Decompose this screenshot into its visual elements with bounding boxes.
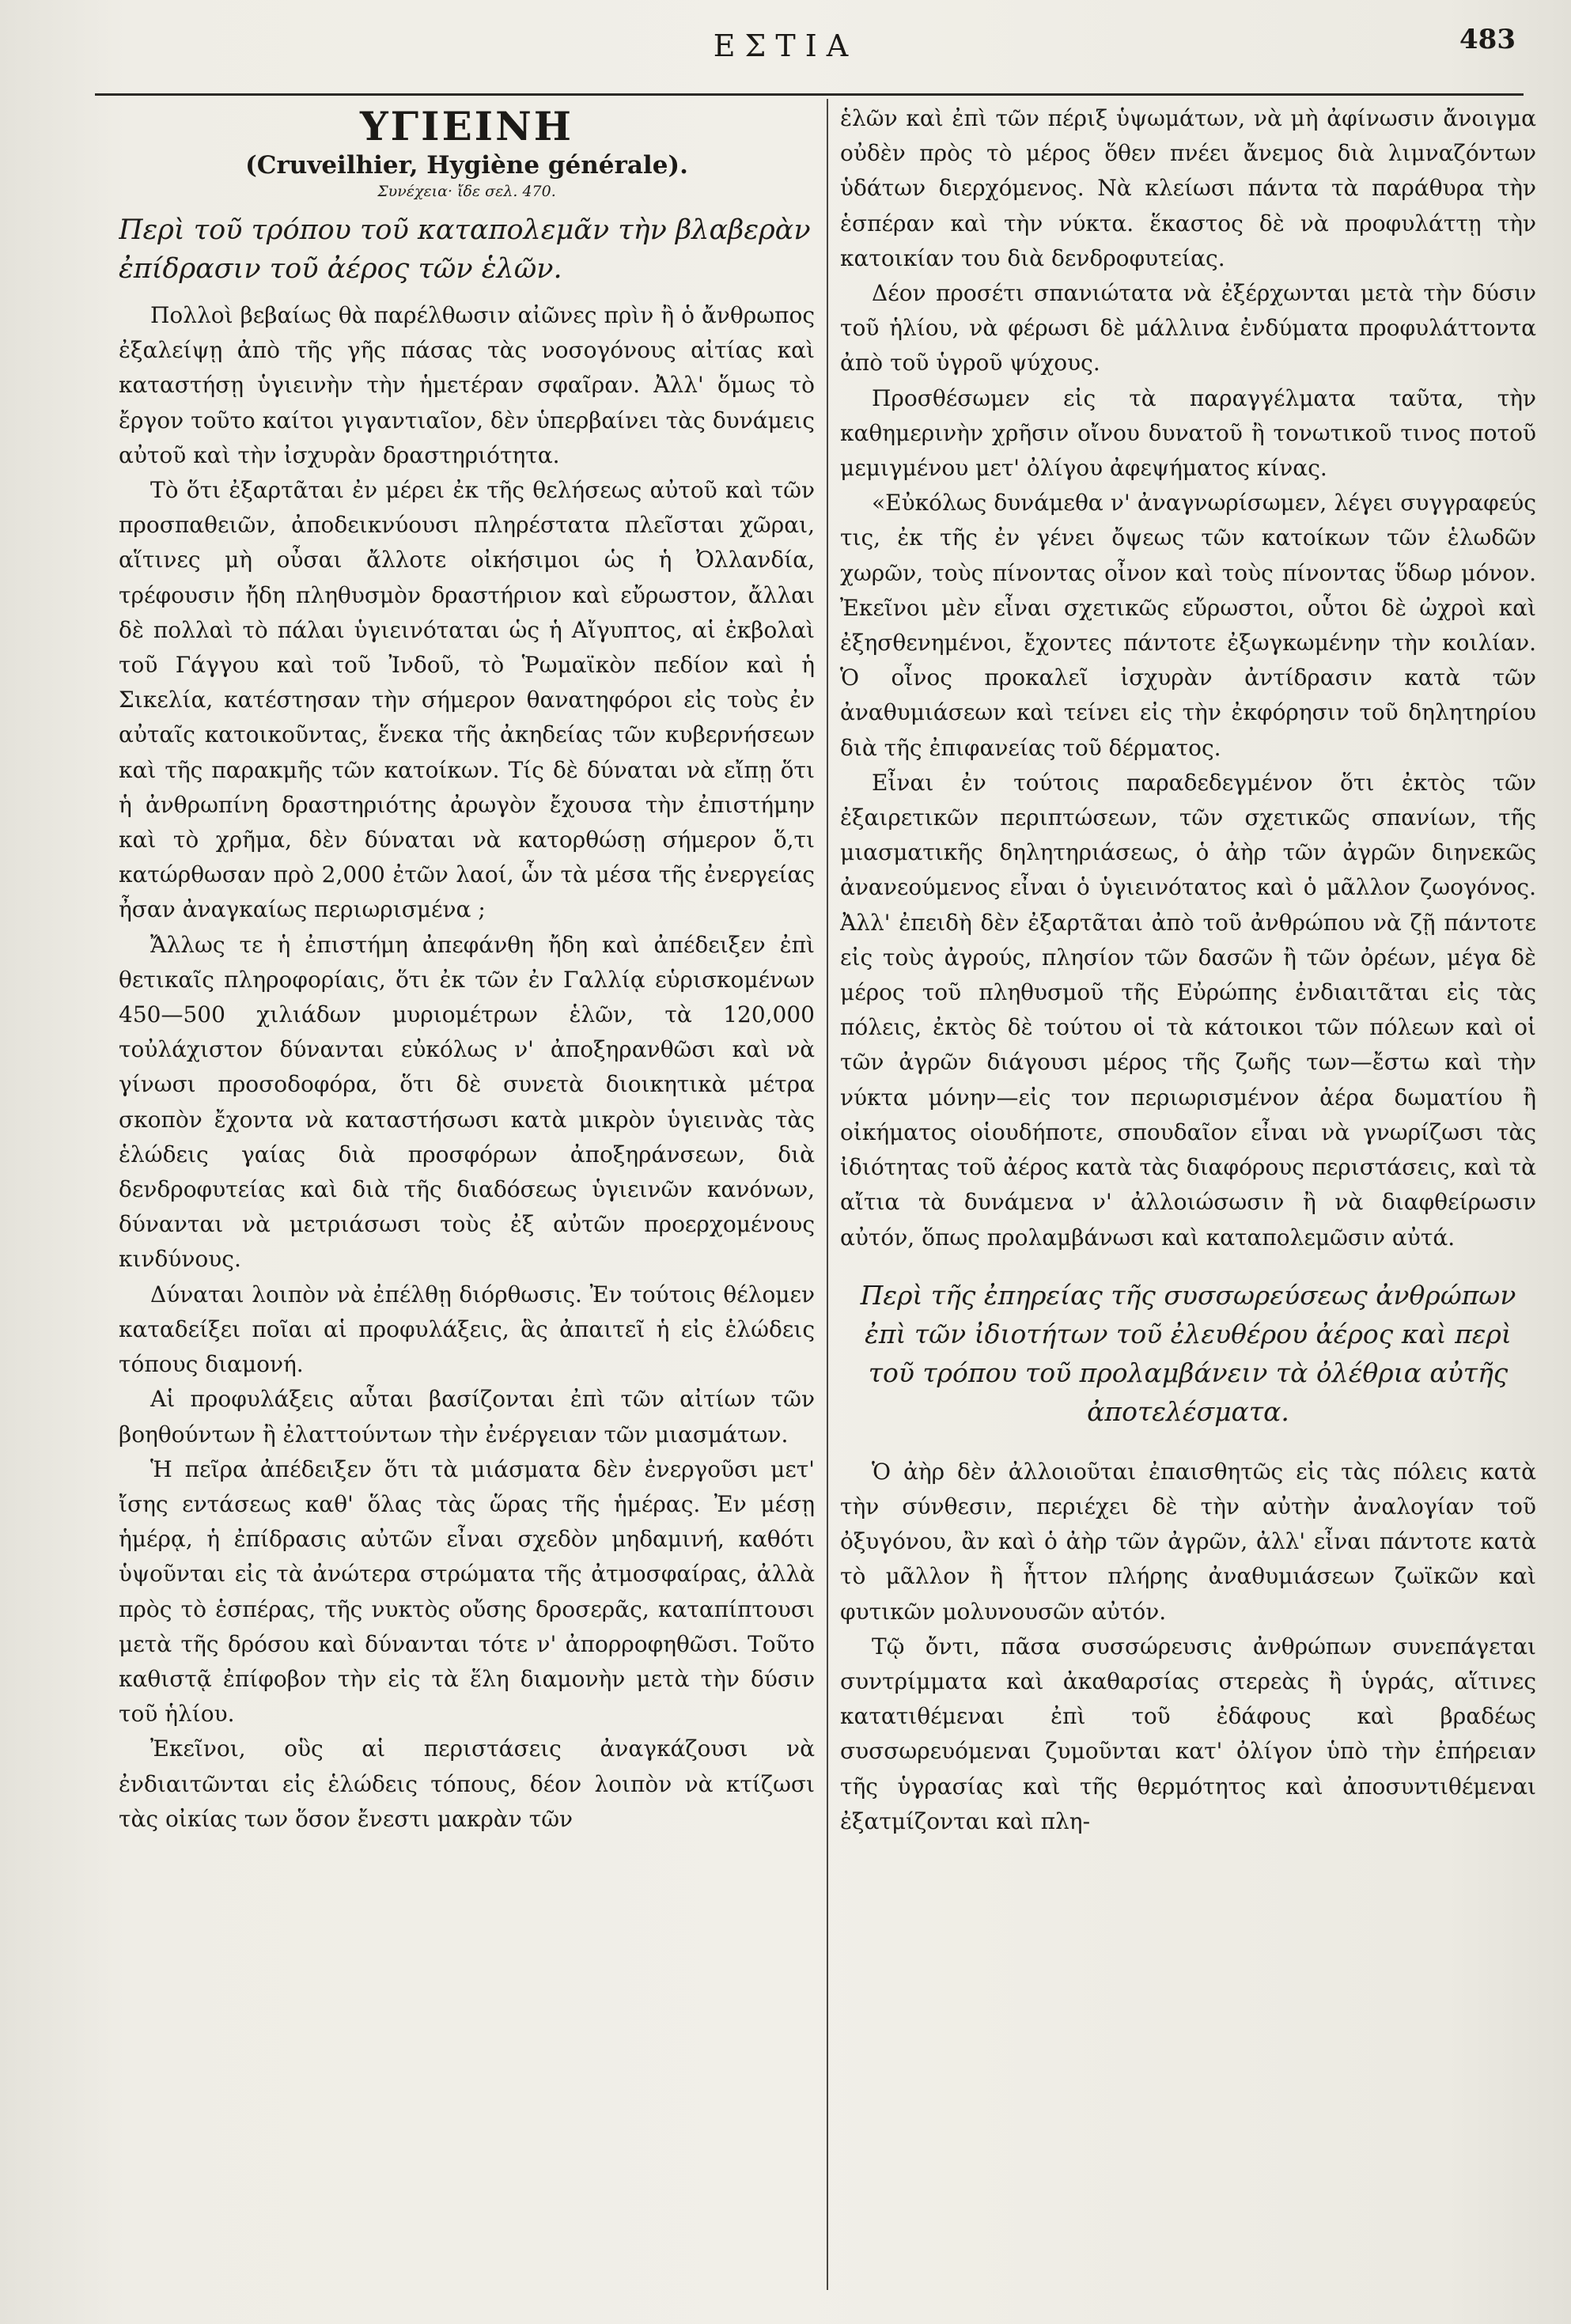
continuation-note: Συνέχεια· ἴδε σελ. 470. <box>377 183 556 200</box>
paragraph: Ἡ πεῖρα ἀπέδειξεν ὅτι τὰ μιάσματα δὲν ἐνεργοῦσι μετ' ἴσης εντάσεως καθ' ὅλας τὰς ὥρας τῆς ἡμέρας. Ἐν μέσῃ ἡμέρᾳ, ἡ ἐπίδρασις αὐτῶν εἶναι σχεδὸν μηδαμινή, καθότι ὑψοῦνται εἰς τὰ ἀνώτερα στρώματα τῆς ἀτμοσφαίρας, ἀλλὰ πρὸς τὸ ἑσπέρας, τῆς νυκτὸς οὔσης δροσερᾶς, καταπίπτουσι μετὰ τῆς δρόσου καὶ δύνανται τότε ν' ἀπορροφηθῶσι. Τοῦτο καθιστᾷ ἐπίφοβον τὴν εἰς τὰ ἕλη διαμονὴν μετὰ τὴν δύσιν τοῦ ἡλίου. <box>119 1455 815 1728</box>
column-divider <box>827 99 828 2290</box>
paragraph: Τῷ ὄντι, πᾶσα συσσώρευσις ἀνθρώπων συνεπάγεται συντρίμματα καὶ ἀκαθαρσίας στερεὰς ἢ ὑγράς, αἵτινες κατατιθέμεναι ἐπὶ τοῦ ἐδάφους καὶ βραδέως συσσωρευόμεναι ζυμοῦνται κατ' ὀλίγον ὑπὸ τὴν ἐπήρειαν τῆς ὑγρασίας καὶ τῆς θερμότητος καὶ ἀποσυντιθέμεναι ἐξατμίζονται καὶ πλη- <box>840 1633 1536 1834</box>
article-subhead: (Cruveilhier, Hygiène générale). <box>245 151 688 180</box>
paragraph: Εἶναι ἐν τούτοις παραδεδεγμένον ὅτι ἐκτὸς τῶν ἐξαιρετικῶν περιπτώσεων, τῶν σχετικῶς σπανίων, τῆς μιασματικῆς δηλητηριάσεως, ὁ ἀὴρ τῶν ἀγρῶν διηνεκῶς ἀνανεούμενος εἶναι ὁ ὑγιεινότατος καὶ ὁ μᾶλλον ζωογόνος. Ἀλλ' ἐπειδὴ δὲν ἐξαρτᾶται ἀπὸ τοῦ ἀνθρώπου νὰ ζῇ πάντοτε εἰς τοὺς ἀγρούς, πλησίον τῶν δασῶν ἢ τῶν ὀρέων, μέγα δὲ μέρος τοῦ πληθυσμοῦ τῆς Εὐρώπης ἐνδιαιτᾶται εἰς τὰς πόλεις, ἐκτὸς δὲ τούτου οἱ τὰ κάτοικοι τῶν πόλεων καὶ οἱ τῶν ἀγρῶν διάγουσι μέρος τῆς ζωῆς των—ἔστω καὶ τὴν νύκτα μόνην—εἰς τον περιωρισμένον ἀέρα δωματίου ἢ οἰκήματος οἱουδήποτε, σπουδαῖον εἶναι νὰ γνωρίζωσι τὰς ἰδιότητας τοῦ ἀέρος κατὰ τὰς διαφόρους περιστάσεις, καὶ τὰ αἴτια τὰ δυνάμενα ν' ἀλλοιώσωσιν ἢ νὰ διαφθείρωσιν αὐτόν, ὅπως προλαμβάνωσι καὶ καταπολεμῶσιν αὐτά. <box>840 769 1536 1251</box>
section-title-1: Περὶ τοῦ τρόπου τοῦ καταπολεμᾶν τὴν βλαβερὰν ἐπίδρασιν τοῦ ἀέρος τῶν ἑλῶν. <box>119 214 811 285</box>
paragraph: Δέον προσέτι σπανιώτατα νὰ ἐξέρχωνται μετὰ τὴν δύσιν τοῦ ἡλίου, νὰ φέρωσι δὲ μάλλινα ἐνδύματα προφυλάττοντα ἀπὸ τοῦ ὑγροῦ ψύχους. <box>840 280 1536 377</box>
paragraph: Πολλοὶ βεβαίως θὰ παρέλθωσιν αἰῶνες πρὶν ἢ ὁ ἄνθρωπος ἐξαλείψῃ ἀπὸ τῆς γῆς πάσας τὰς νοσογόνους αἰτίας καὶ καταστήσῃ ὑγιεινὴν τὴν ἡμετέραν σφαῖραν. Ἀλλ' ὅμως τὸ ἔργον τοῦτο καίτοι γιγαντιαῖον, δὲν ὑπερβαίνει τὰς δυνάμεις αὐτοῦ καὶ τὴν ἰσχυρὰν δραστηριότητα. <box>119 302 815 468</box>
left-column <box>119 101 815 2300</box>
paragraph: Προσθέσωμεν εἰς τὰ παραγγέλματα ταῦτα, τὴν καθημερινὴν χρῆσιν οἴνου δυνατοῦ ἢ τονωτικοῦ τινος ποτοῦ μεμιγμένου μετ' ὀλίγου ἀφεψήματος κίνας. <box>840 384 1536 482</box>
paragraph: Ἄλλως τε ἡ ἐπιστήμη ἀπεφάνθη ἤδη καὶ ἀπέδειξεν ἐπὶ θετικαῖς πληροφορίαις, ὅτι ἐκ τῶν ἐν Γαλλίᾳ εὑρισκομένων 450—500 χιλιάδων μυριομέτρων ἑλῶν, τὰ 120,000 τοὐλάχιστον δύνανται εὐκόλως ν' ἀποξηρανθῶσι καὶ νὰ γίνωσι προσοδοφόρα, ὅτι δὲ συνετὰ διοικητικὰ μέτρα σκοπὸν ἔχοντα νὰ καταστήσωσι κατὰ μικρὸν ὑγιεινὰς τὰς ἑλώδεις γαίας διὰ προσφόρων ἀποξηράνσεων, διὰ δενδροφυτείας καὶ διὰ τῆς διαδόσεως ὑγιεινῶν κανόνων, δύνανται νὰ μετριάσωσι τοὺς ἐξ αὐτῶν προερχομένους κινδύνους. <box>119 931 815 1273</box>
right-column <box>840 101 1536 2300</box>
section-title-2: Περὶ τῆς ἐπηρείας τῆς συσσωρεύσεως ἀνθρώπων ἐπὶ τῶν ἰδιοτήτων τοῦ ἐλευθέρου ἀέρος καὶ περὶ τοῦ τρόπου τοῦ προλαμβάνειν τὰ ὀλέθρια αὐτῆς ἀποτελέσματα. <box>860 1279 1516 1427</box>
header-rule <box>95 93 1524 96</box>
running-title: ΕΣΤΙΑ <box>713 28 858 63</box>
running-head <box>0 24 1571 71</box>
paragraph-continuation: ἑλῶν καὶ ἐπὶ τῶν πέριξ ὑψωμάτων, νὰ μὴ ἀφίνωσιν ἄνοιγμα οὐδὲν πρὸς τὸ μέρος ὅθεν πνέει ἄνεμος διὰ λιμναζόντων ὑδάτων διερχόμενος. Νὰ κλείωσι πάντα τὰ παράθυρα τὴν ἑσπέραν καὶ τὴν νύκτα. ἕκαστος δὲ νὰ προφυλάττῃ τὴν κατοικίαν του διὰ δενδροφυτείας. <box>840 105 1536 271</box>
paragraph: Αἱ προφυλάξεις αὗται βασίζονται ἐπὶ τῶν αἰτίων τῶν βοηθούντων ἢ ἐλαττούντων τὴν ἐνέργειαν τῶν μιασμάτων. <box>119 1386 815 1448</box>
page-number: 483 <box>1459 24 1516 55</box>
article-headline: ΥΓΙΕΙΝΗ <box>359 103 574 150</box>
paragraph: «Εὐκόλως δυνάμεθα ν' ἀναγνωρίσωμεν, λέγει συγγραφεύς τις, ἐκ τῆς ἐν γένει ὄψεως τῶν κατοίκων τῶν ἑλωδῶν χωρῶν, τοὺς πίνοντας οἶνον καὶ τοὺς πίνοντας ὕδωρ μόνον. Ἐκεῖνοι μὲν εἶναι σχετικῶς εὔρωστοι, οὗτοι δὲ ὠχροὶ καὶ ἐξησθενημένοι, ἔχοντες πάντοτε ἐξωγκωμένην τὴν κοιλίαν. Ὁ οἶνος προκαλεῖ ἰσχυρὰν ἀντίδρασιν κατὰ τῶν ἀναθυμιάσεων καὶ τείνει εἰς τὴν ἐκφόρησιν τοῦ δηλητηρίου διὰ τῆς ἐπιφανείας τοῦ δέρματος. <box>840 490 1536 761</box>
paragraph: Τὸ ὅτι ἐξαρτᾶται ἐν μέρει ἐκ τῆς θελήσεως αὐτοῦ καὶ τῶν προσπαθειῶν, ἀποδεικνύουσι πληρέστατα πλεῖσται χῶραι, αἵτινες μὴ οὖσαι ἄλλοτε οἰκήσιμοι ὡς ἡ Ὀλλανδία, τρέφουσιν ἤδη πληθυσμὸν δραστήριον καὶ εὔρωστον, ἄλλαι δὲ πολλαὶ τὸ πάλαι ὑγιεινόταται ὡς ἡ Αἴγυπτος, αἱ ἐκβολαὶ τοῦ Γάγγου καὶ τοῦ Ἰνδοῦ, τὸ Ῥωμαϊκὸν πεδίον καὶ ἡ Σικελία, κατέστησαν τὴν σήμερον θανατηφόροι εἰς τοὺς ἐν αὐταῖς κατοικοῦντας, ἕνεκα τῆς ἀκηδείας τῶν κυβερνήσεων καὶ τῆς παρακμῆς τῶν κατοίκων. Τίς δὲ δύναται νὰ εἴπῃ ὅτι ἡ ἀνθρωπίνη δραστηριότης ἀρωγὸν ἔχουσα τὴν ἐπιστήμην καὶ τὸ χρῆμα, δὲν δύναται νὰ κατορθώσῃ σήμερον ὅ,τι κατώρθωσαν πρὸ 2,000 ἐτῶν λαοί, ὧν τὰ μέσα τῆς ἐνεργείας ἦσαν ἀναγκαίως περιωρισμένα ; <box>119 477 815 923</box>
paragraph: Ὁ ἀὴρ δὲν ἀλλοιοῦται ἐπαισθητῶς εἰς τὰς πόλεις κατὰ τὴν σύνθεσιν, περιέχει δὲ τὴν αὐτὴν ἀναλογίαν τοῦ ὀξυγόνου, ἂν καὶ ὁ ἀὴρ τῶν ἀγρῶν, ἀλλ' εἶναι πάντοτε κατὰ τὸ μᾶλλον ἢ ἧττον πλήρης ἀναθυμιάσεων ζωϊκῶν καὶ φυτικῶν μολυνουσῶν αὐτόν. <box>840 1458 1536 1625</box>
paragraph: Ἐκεῖνοι, οὓς αἱ περιστάσεις ἀναγκάζουσι νὰ ἐνδιαιτῶνται εἰς ἑλώδεις τόπους, δέον λοιπὸν νὰ κτίζωσι τὰς οἰκίας των ὅσον ἔνεστι μακρὰν τῶν <box>119 1735 815 1832</box>
paragraph: Δύναται λοιπὸν νὰ ἐπέλθῃ διόρθωσις. Ἐν τούτοις θέλομεν καταδείξει ποῖαι αἱ προφυλάξεις, ἃς ἀπαιτεῖ ἡ εἰς ἑλώδεις τόπους διαμονή. <box>119 1281 815 1378</box>
